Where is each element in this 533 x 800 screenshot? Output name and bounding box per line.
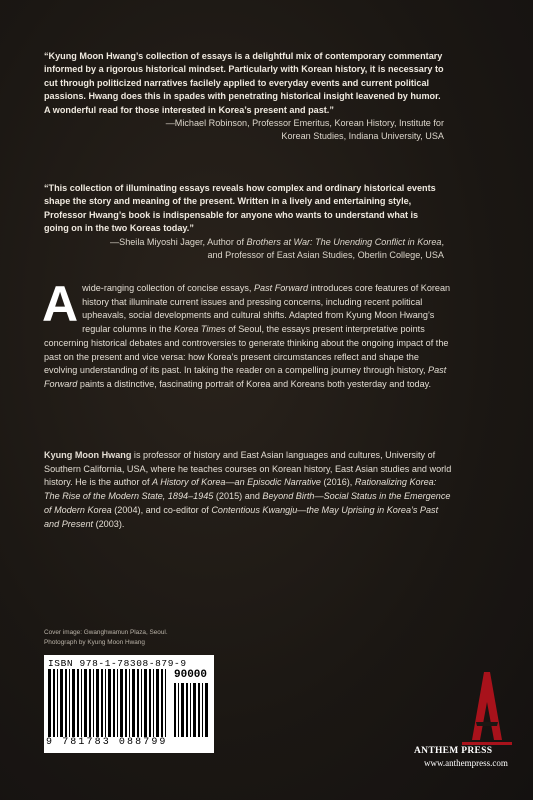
author-name: Kyung Moon Hwang xyxy=(44,450,132,460)
barcode-bars-icon xyxy=(48,669,168,737)
isbn-number: ISBN 978-1-78308-879-9 xyxy=(48,658,187,669)
quote-2-text: “This collection of illuminating essays reveals how complex and ordinary historical events shape the story and meaning of the present. Written in a lively and entertaining style, Professor Hwang’s book is indispensable for anyone who wants to understand what is going on in the two Koreas today.” xyxy=(44,183,436,234)
quote-1-attribution: —Michael Robinson, Professor Emeritus, Korean History, Institute for Korean Studies, Indiana University, USA xyxy=(165,118,444,142)
price-barcode-bars-icon xyxy=(174,683,210,737)
quote-2-attribution: —Sheila Miyoshi Jager, Author of Brothers at War: The Unending Conflict in Korea, and Professor of East Asian Studies, Oberlin College, USA xyxy=(110,236,444,261)
publisher-website[interactable]: www.anthempress.com xyxy=(424,758,508,768)
ean-number: 9 781783 088799 xyxy=(46,737,168,748)
cover-credit: Cover image: Gwanghwamun Plaza, Seoul. Photograph by Kyung Moon Hwang xyxy=(44,629,168,646)
price-code: 90000 xyxy=(174,669,208,681)
book-description: Awide-ranging collection of concise essays, Past Forward introduces core features of Korean history that illuminate current issues and pressing concerns, including recent political upheavals, social developments and cultural shifts. Adapted from Kyung Moon Hwang’s regular columns in the Korea Times of Seoul, the essays present interpretative points concerning historical debates and controversies to generate thinking about the ongoing impact of the past on the present and vice versa: how Korea’s present circumstances reflect and shape the evolving understanding of its past. In taking the reader on a compelling journey through history, Past Forward paints a distinctive, fascinating portrait of Korea and Koreans both yesterday and today. xyxy=(42,276,451,389)
endorsement-quote-2 xyxy=(44,182,444,262)
isbn-barcode xyxy=(44,655,214,753)
quote-1-text: “Kyung Moon Hwang’s collection of essays is a delightful mix of contemporary commentary informed by a rigorous historical mindset. Particularly with Korean history, it is necessary to cut through politicized narratives facilely applied to everyday events and current political passions. Hwang does this in spades with penetrating historical insight leavened by humor. A wonderful read for those interested in Korea’s present and past.” xyxy=(44,51,444,115)
author-bio: Kyung Moon Hwang is professor of history and East Asian languages and cultures, University of Southern California, USA, where he teaches courses on Korean history, East Asian studies and world history. He is the author of A History of Korea—an Episodic Narrative (2016), Rationalizing Korea: The Rise of the Modern State, 1894–1945 (2015) and Beyond Birth—Social Status in the Emergence of Modern Korea (2004), and co-editor of Contentious Kwangju—the May Uprising in Korea’s Past and Present (2003). xyxy=(44,450,452,529)
drop-cap: A xyxy=(42,276,79,332)
publisher-name: ANTHEM PRESS xyxy=(414,746,493,756)
endorsement-quote-1 xyxy=(44,50,444,144)
